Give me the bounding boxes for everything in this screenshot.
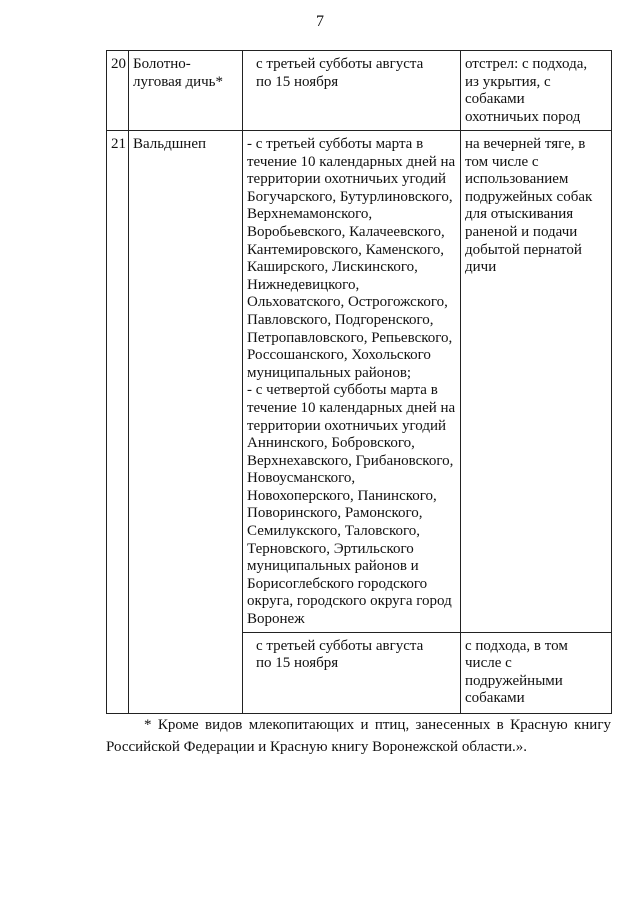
footnote	[106, 714, 611, 758]
footnote-line-1: * Кроме видов млекопитающих и птиц, занесенных в Красную книгу	[144, 717, 611, 733]
species-cell: Болотно- луговая дичь*	[129, 51, 243, 131]
table-row	[107, 51, 612, 131]
dates-cell: - с третьей субботы марта в течение 10 календарных дней на территории охотничьих угодий Богучарского, Бутурлиновского, Верхнемамонского, Воробьевского, Калачеевского, Кантемировского, Каменского, Каширского, Лискинского, Нижнедевицкого, Ольховатского, Острогожского, Павловского, Подгоренского, Петропавловского, Репьевского, Россошанского, Хохольского муниципальных районов; - с четвертой субботы марта в течение 10 календарных дней на территории охотничьих угодий Аннинского, Бобровского, Верхнехавского, Грибановского, Новоусманского, Новохоперского, Панинского, Поворинского, Рамонского, Семилукского, Таловского, Терновского, Эртильского муниципальных районов и Борисоглебского городского округа, городского округа город Воронеж	[243, 131, 461, 633]
dates-cell: с третьей субботы августа по 15 ноября	[243, 51, 461, 131]
table-row	[107, 131, 612, 633]
page-number: 7	[316, 13, 324, 30]
row-number: 20	[107, 51, 129, 131]
row-number: 21	[107, 131, 129, 714]
method-cell: на вечерней тяге, в том числе с использованием подружейных собак для отыскивания раненой и подачи добытой пернатой дичи	[461, 131, 612, 633]
species-cell: Вальдшнеп	[129, 131, 243, 714]
dates-cell: с третьей субботы августа по 15 ноября	[243, 632, 461, 713]
method-cell: с подхода, в том числе с подружейными собаками	[461, 632, 612, 713]
footnote-line-2: Российской Федерации и Красную книгу Воронежской области.».	[106, 739, 527, 755]
method-cell: отстрел: с подхода, из укрытия, с собаками охотничьих пород	[461, 51, 612, 131]
hunting-periods-table	[106, 50, 612, 714]
